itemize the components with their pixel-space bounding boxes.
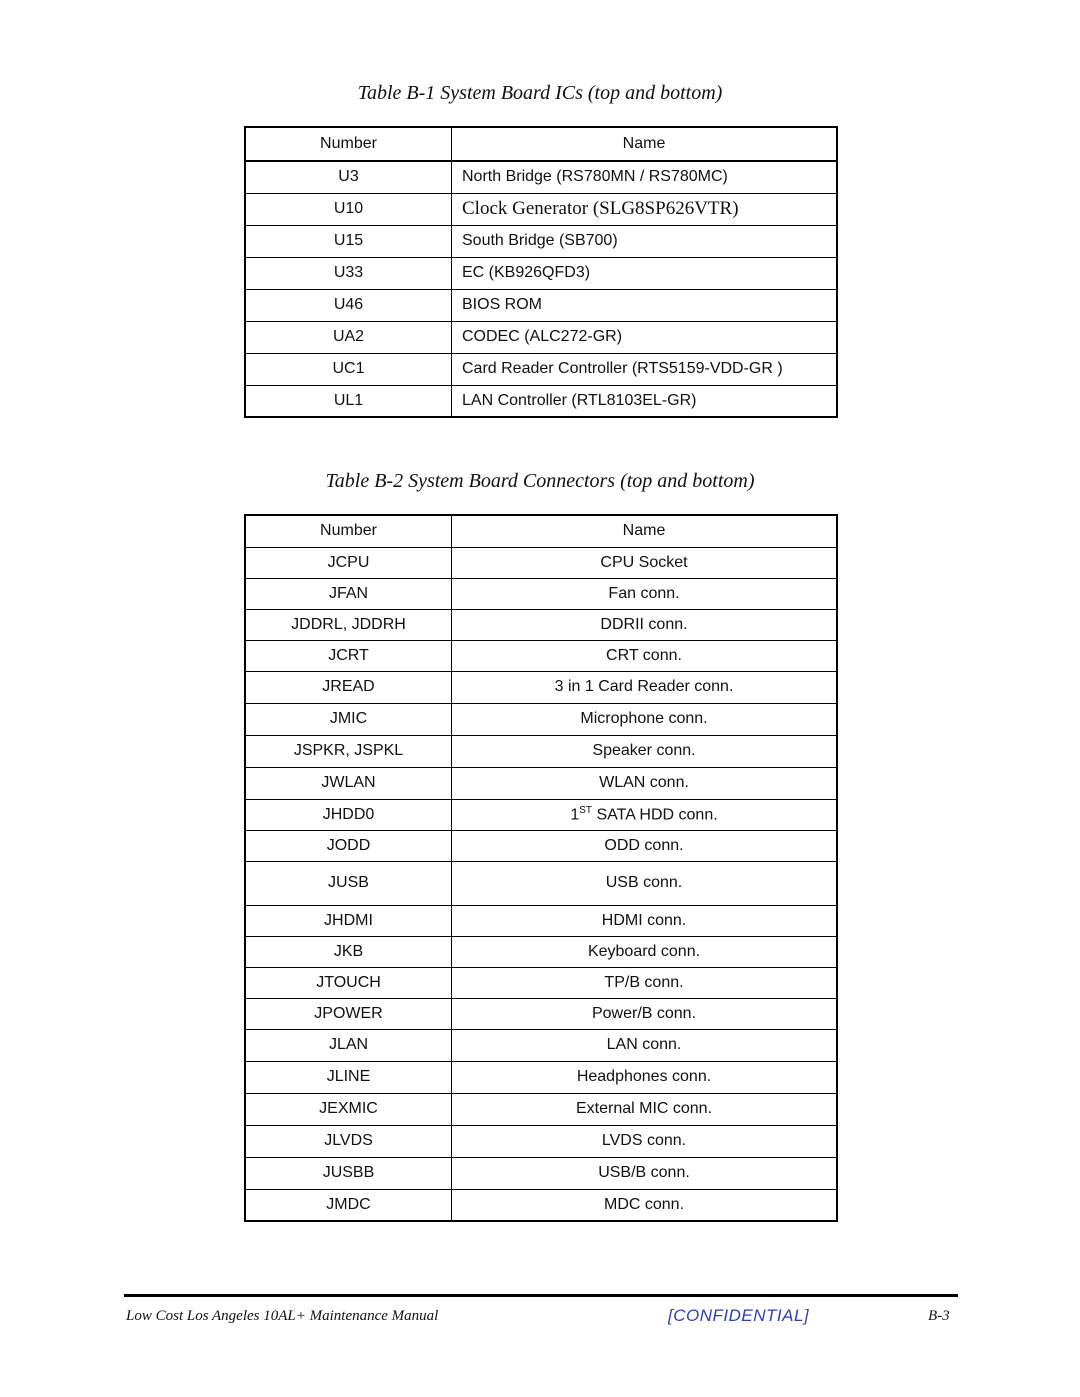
row-number: JUSB [245, 861, 452, 905]
row-number: JDDRL, JDDRH [245, 609, 452, 640]
footer-manual-title: Low Cost Los Angeles 10AL+ Maintenance Manual [126, 1308, 439, 1324]
table-row [245, 905, 837, 936]
table-row [245, 671, 837, 703]
table-row [245, 767, 837, 799]
table-row [245, 703, 837, 735]
row-number: UA2 [245, 321, 452, 353]
table-row [245, 1093, 837, 1125]
row-name: EC (KB926QFD3) [452, 257, 838, 289]
table-row [245, 1157, 837, 1189]
row-name: CRT conn. [452, 640, 838, 671]
row-number: JUSBB [245, 1157, 452, 1189]
table-row [245, 609, 837, 640]
header-number: Number [245, 515, 452, 547]
table-row [245, 161, 837, 193]
header-name: Name [452, 515, 838, 547]
row-number: JEXMIC [245, 1093, 452, 1125]
table-row [245, 289, 837, 321]
row-number: U33 [245, 257, 452, 289]
table-row [245, 1125, 837, 1157]
table-row [245, 547, 837, 578]
row-name: CODEC (ALC272-GR) [452, 321, 838, 353]
row-number: U46 [245, 289, 452, 321]
table-row [245, 861, 837, 905]
row-name: Keyboard conn. [452, 936, 838, 967]
row-name-prefix: 1 [570, 806, 580, 824]
system-board-connectors-table [244, 514, 838, 1222]
row-number: JTOUCH [245, 967, 452, 998]
table1-caption: Table B-1 System Board ICs (top and bottom) [357, 82, 723, 104]
row-number: UL1 [245, 385, 452, 417]
row-name: South Bridge (SB700) [452, 225, 838, 257]
header-name: Name [452, 127, 838, 161]
row-name: 3 in 1 Card Reader conn. [452, 671, 838, 703]
row-number: JLVDS [245, 1125, 452, 1157]
row-number: JREAD [245, 671, 452, 703]
table-row [245, 830, 837, 861]
row-number: JMIC [245, 703, 452, 735]
table-header-row [245, 515, 837, 547]
row-name: LAN conn. [452, 1029, 838, 1061]
row-name: DDRII conn. [452, 609, 838, 640]
row-number: JLINE [245, 1061, 452, 1093]
row-number: JKB [245, 936, 452, 967]
row-name: TP/B conn. [452, 967, 838, 998]
confidential-label: [CONFIDENTIAL] [668, 1306, 810, 1325]
table-row [245, 385, 837, 417]
row-number: JCPU [245, 547, 452, 578]
footer-divider [124, 1294, 958, 1297]
row-number: JCRT [245, 640, 452, 671]
row-name: USB/B conn. [452, 1157, 838, 1189]
table-row [245, 225, 837, 257]
row-number: JPOWER [245, 998, 452, 1029]
row-number: UC1 [245, 353, 452, 385]
table-row [245, 578, 837, 609]
row-name: MDC conn. [452, 1189, 838, 1221]
row-name: Headphones conn. [452, 1061, 838, 1093]
row-number: JODD [245, 830, 452, 861]
system-board-ics-table [244, 126, 838, 418]
table-row [245, 967, 837, 998]
table-row [245, 936, 837, 967]
table-row [245, 257, 837, 289]
row-name: External MIC conn. [452, 1093, 838, 1125]
table-row [245, 640, 837, 671]
table-header-row [245, 127, 837, 161]
row-name-suffix: SATA HDD conn. [592, 806, 718, 824]
table-row [245, 1029, 837, 1061]
row-name: HDMI conn. [452, 905, 838, 936]
page-number: B-3 [928, 1308, 950, 1324]
table-row [245, 735, 837, 767]
table2-caption: Table B-2 System Board Connectors (top and bottom) [325, 470, 755, 492]
row-name: North Bridge (RS780MN / RS780MC) [452, 161, 838, 193]
row-number: U10 [245, 193, 452, 225]
table-row [245, 353, 837, 385]
row-number: U15 [245, 225, 452, 257]
row-name: ODD conn. [452, 830, 838, 861]
row-name-superscript: ST [579, 804, 592, 816]
row-number: U3 [245, 161, 452, 193]
row-number: JHDD0 [245, 799, 452, 830]
table-row [245, 1189, 837, 1221]
row-number: JWLAN [245, 767, 452, 799]
row-name: LAN Controller (RTL8103EL-GR) [452, 385, 838, 417]
row-name: LVDS conn. [452, 1125, 838, 1157]
row-name: BIOS ROM [452, 289, 838, 321]
table-row [245, 998, 837, 1029]
row-number: JSPKR, JSPKL [245, 735, 452, 767]
table-row [245, 321, 837, 353]
row-number: JLAN [245, 1029, 452, 1061]
table-row [245, 1061, 837, 1093]
row-number: JHDMI [245, 905, 452, 936]
row-name [452, 799, 838, 830]
table-row [245, 193, 837, 225]
row-name: Card Reader Controller (RTS5159-VDD-GR ) [452, 353, 838, 385]
header-number: Number [245, 127, 452, 161]
table-row [245, 799, 837, 830]
row-name: CPU Socket [452, 547, 838, 578]
row-name: USB conn. [452, 861, 838, 905]
row-number: JMDC [245, 1189, 452, 1221]
row-name: Fan conn. [452, 578, 838, 609]
row-name: Clock Generator (SLG8SP626VTR) [452, 193, 838, 225]
row-number: JFAN [245, 578, 452, 609]
row-name: Speaker conn. [452, 735, 838, 767]
row-name: Power/B conn. [452, 998, 838, 1029]
row-name: WLAN conn. [452, 767, 838, 799]
row-name: Microphone conn. [452, 703, 838, 735]
